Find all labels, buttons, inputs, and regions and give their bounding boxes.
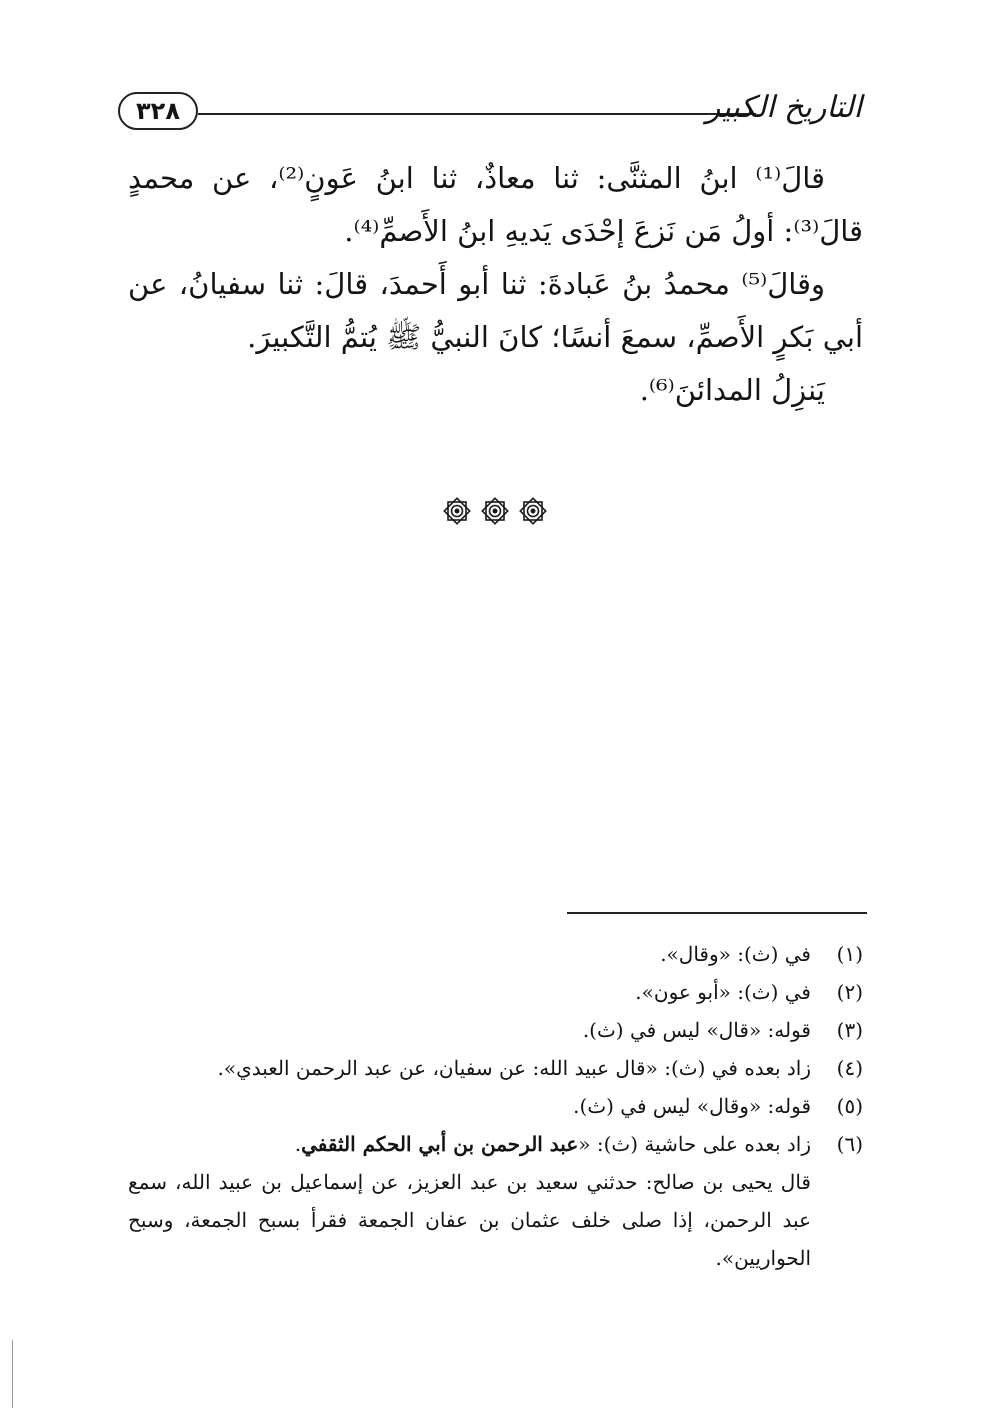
footnote-rule [567,912,867,914]
footnote-number: (٦) [836,1132,863,1156]
footnote-6 [128,1125,863,1163]
footnote-number: (٣) [836,1018,863,1042]
footnote-2 [128,973,863,1011]
paragraph-2: وقالَ⁽⁵⁾ محمدُ بنُ عَبادةَ: ثنا أبو أَحمدَ، قالَ: ثنا سفيانُ، عن أبي بَكرٍ الأَصمِّ، سمعَ أنسًا؛ كانَ النبيُّ ﷺ يُتمُّ التَّكبيرَ. [128,267,863,354]
star-ornament-icon [517,495,549,527]
footnote-1 [128,935,863,973]
paragraph-1: قالَ⁽¹⁾ ابنُ المثنَّى: ثنا معاذٌ، ثنا ابنُ عَونٍ⁽²⁾، عن محمدٍ قالَ⁽³⁾: أولُ مَن نَزعَ إحْدَى يَديهِ ابنُ الأَصمِّ⁽⁴⁾. [128,161,863,248]
footnote-text: زاد بعده في (ث): «قال عبيد الله: عن سفيان، عن عبد الرحمن العبدي». [217,1056,811,1080]
star-ornament-icon [479,495,511,527]
page-number-badge [118,92,198,130]
footnote-number: (٤) [836,1056,863,1080]
footnote-number: (١) [836,942,863,966]
footnote-text: في (ث): «وقال». [660,942,811,966]
footnote-3 [128,1011,863,1049]
footnote-6-continuation: قال يحيى بن صالح: حدثني سعيد بن عبد العزيز، عن إسماعيل بن عبيد الله، سمع عبد الرحمن، إذا صلى خلف عثمان بن عفان الجمعة فقرأ بسبح الجمعة، وسبح الحواريين». [128,1170,811,1270]
main-text [128,152,863,417]
footnote-text: قوله: «قال» ليس في (ث). [582,1018,811,1042]
footnote-number: (٥) [836,1094,863,1118]
footnote-6-end: . [294,1132,302,1156]
footnote-5 [128,1087,863,1125]
footnote-text [295,1125,819,1163]
footnote-text: في (ث): «أبو عون». [635,980,811,1004]
header-rule [198,113,756,115]
footnote-4 [128,1049,863,1087]
star-ornament-icon [441,495,473,527]
footnotes [128,935,863,1277]
scan-margin-mark [12,1340,13,1408]
section-ornaments [441,493,549,529]
page-number: ٣٢٨ [136,97,180,125]
footnote-number: (٢) [836,980,863,1004]
paragraph-3: يَنزِلُ المدائنَ⁽⁶⁾. [639,373,825,407]
footnote-6-bold-name: عبد الرحمن بن أبي الحكم الثقفي [301,1132,579,1156]
footnote-6-lead: زاد بعده على حاشية (ث): « [578,1132,811,1156]
book-title: التاريخ الكبير [705,90,862,125]
footnote-text: قوله: «وقال» ليس في (ث). [573,1094,811,1118]
